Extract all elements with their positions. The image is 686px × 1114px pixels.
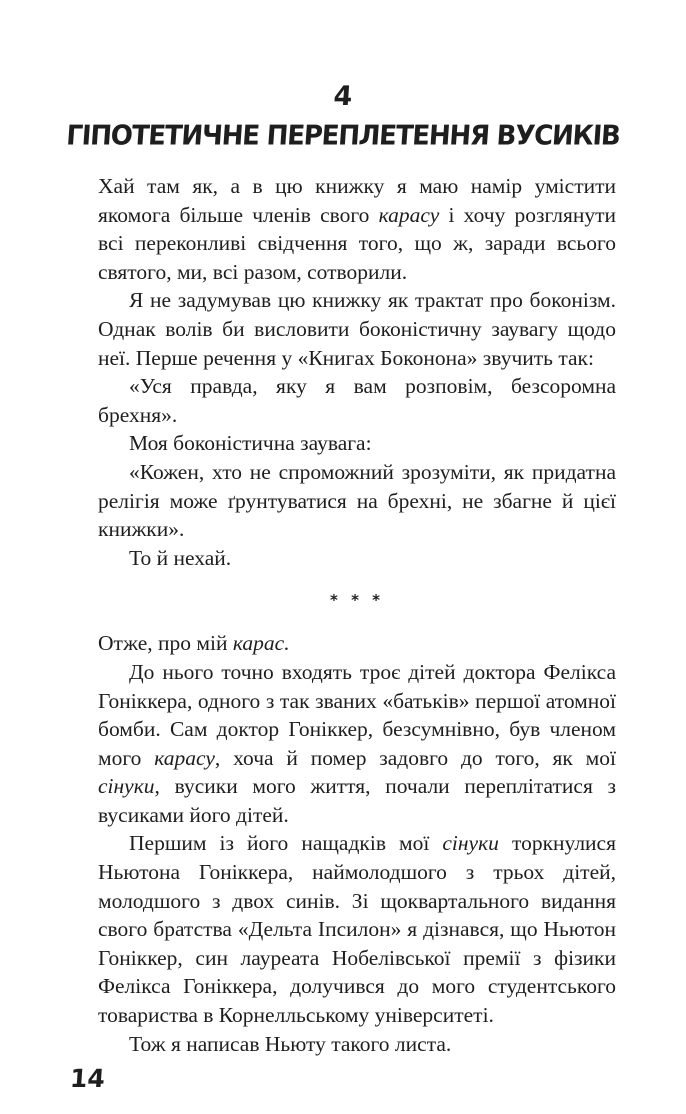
paragraph-8-text-e: , вусики мого життя, почали переплітатися з вусиками його дітей. (98, 774, 616, 827)
paragraph-9-text-c: торкнулися Ньютона Гоніккера, наймолодшого з трьох дітей, молодшого з двох синів. Зі щоквартального видання свого братства «Дельта Іпсилон» я дізнався, що Ньютон Гоніккер, син лауреата Нобелівської премії з фізики Фелікса Гоніккера, долучився до мого студентського товариства в Корнелльському університеті. (98, 831, 616, 1028)
paragraph-9-italic-sinookas: сінуки (442, 831, 499, 856)
section-separator: * * * (330, 591, 384, 610)
paragraph-8-text-a: До нього точно входять троє дітей доктора Фелікса Гоніккера, одного з так званих «батьків» першої атомної бомби. Сам доктор Гоніккер, безсумнівно, був членом мого (98, 659, 616, 770)
paragraph-7-italic-karass: карас. (232, 631, 290, 656)
paragraph-1 (98, 172, 616, 286)
paragraph-8-text-c: , хоча й помер задовго до того, як мої (214, 745, 617, 770)
paragraph-7 (98, 629, 616, 658)
paragraph-9 (98, 829, 616, 1029)
paragraph-10: Тож я написав Ньюту такого листа. (129, 1031, 452, 1056)
paragraph-8 (98, 658, 616, 830)
paragraph-2: Я не задумував цю книжку як трактат про боконізм. Однак волів би висловити боконістичну заувагу щодо неї. Перше речення у «Книгах Боконона» звучить так: (98, 288, 616, 370)
paragraph-9-text-a: Першим із його нащадків мої (129, 831, 443, 856)
paragraph-5: «Кожен, хто не спроможний зрозуміти, як придатна релігія може ґрунтуватися на брехні, не збагне й цієї книжки». (98, 459, 616, 542)
paragraph-8-italic-karass: карасу (154, 745, 215, 770)
paragraph-7-text-a: Отже, про мій (98, 631, 233, 656)
chapter-title: ГІПОТЕТИЧНЕ ПЕРЕПЛЕТЕННЯ ВУСИКІВ (65, 120, 621, 152)
page-number: 14 (69, 1064, 106, 1093)
chapter-body (98, 172, 616, 1058)
paragraph-1-text-c: і хочу розглянути всі переконливі свідчення того, що ж, заради всього святого, ми, всі разом, сотворили. (98, 202, 617, 284)
paragraph-8-italic-sinookas: сінуки (98, 774, 155, 799)
paragraph-6: То й нехай. (129, 545, 232, 570)
chapter-number: 4 (332, 81, 354, 112)
paragraph-1-italic-karass: карасу (378, 202, 440, 227)
paragraph-4: Моя боконістична заувага: (129, 431, 372, 456)
paragraph-3: «Уся правда, яку я вам розповім, безсоромна брехня». (98, 374, 616, 427)
paragraph-1-text-a: Хай там як, а в цю книжку я маю намір умістити якомога більше членів свого (98, 174, 616, 227)
